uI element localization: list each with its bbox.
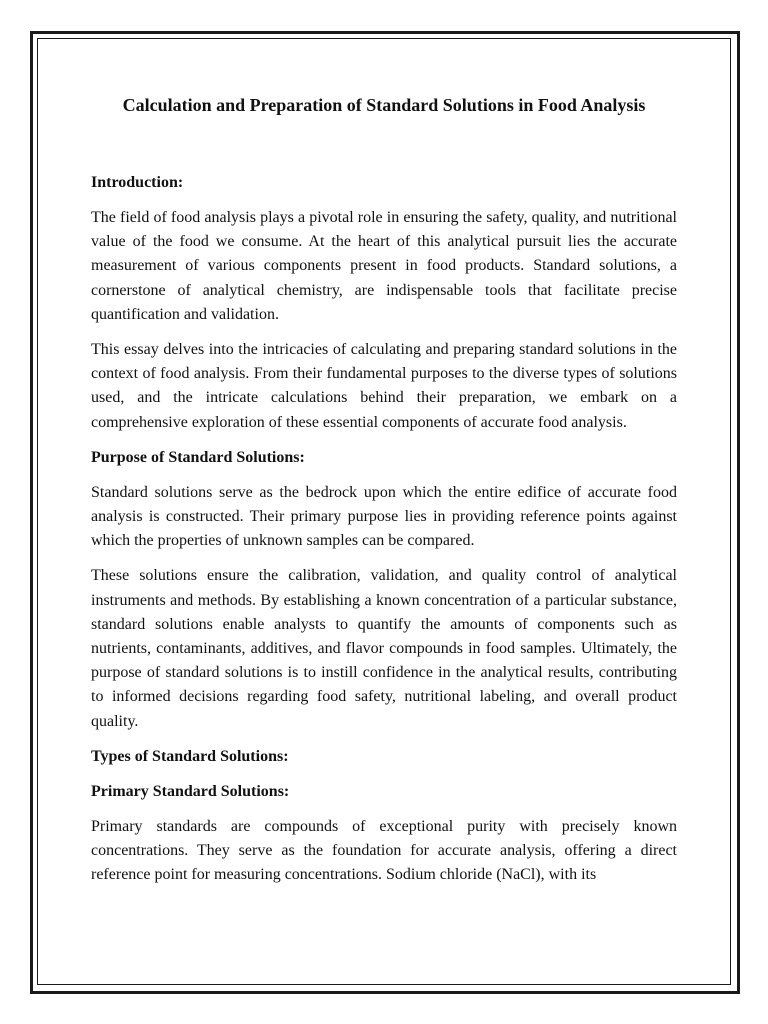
paragraph-purpose-2: These solutions ensure the calibration, validation, and quality control of analytical instruments and methods. By establishing a known concentration of a particular substance, standard solutions enable analysts to quantify the amounts of components such as nutrients, contaminants, additives, and flavor compounds in food samples. Ultimately, the purpose of standard solutions is to instill confidence in the analytical results, contributing to informed decisions regarding food safety, nutritional labeling, and overall product quality.	[91, 567, 677, 730]
paragraph-intro-1: The field of food analysis plays a pivotal role in ensuring the safety, quality, and nutritional value of the food we consume. At the heart of this analytical pursuit lies the accurate measurement of various components present in food products. Standard solutions, a cornerstone of analytical chemistry, are indispensable tools that facilitate precise quantification and validation.	[91, 209, 677, 323]
paragraph-primary-1: Primary standards are compounds of exceptional purity with precisely known concentrations. They serve as the foundation for accurate analysis, offering a direct reference point for measuring concentrations. Sodium chloride (NaCl), with its	[91, 817, 677, 884]
section-heading-purpose: Purpose of Standard Solutions:	[91, 448, 305, 466]
paragraph-intro-2: This essay delves into the intricacies of calculating and preparing standard solutions in the context of food analysis. From their fundamental purposes to the diverse types of solutions used, and the intricate calculations behind their preparation, we embark on a comprehensive exploration of these essential components of accurate food analysis.	[91, 341, 677, 431]
section-heading-introduction: Introduction:	[91, 174, 184, 191]
document-title: Calculation and Preparation of Standard Solutions in Food Analysis	[122, 95, 646, 115]
document-content	[91, 90, 677, 887]
section-heading-primary: Primary Standard Solutions:	[91, 782, 290, 800]
paragraph-purpose-1: Standard solutions serve as the bedrock upon which the entire edifice of accurate food analysis is constructed. Their primary purpose lies in providing reference points against which the properties of unknown samples can be compared.	[91, 483, 677, 550]
section-heading-types: Types of Standard Solutions:	[91, 747, 289, 765]
